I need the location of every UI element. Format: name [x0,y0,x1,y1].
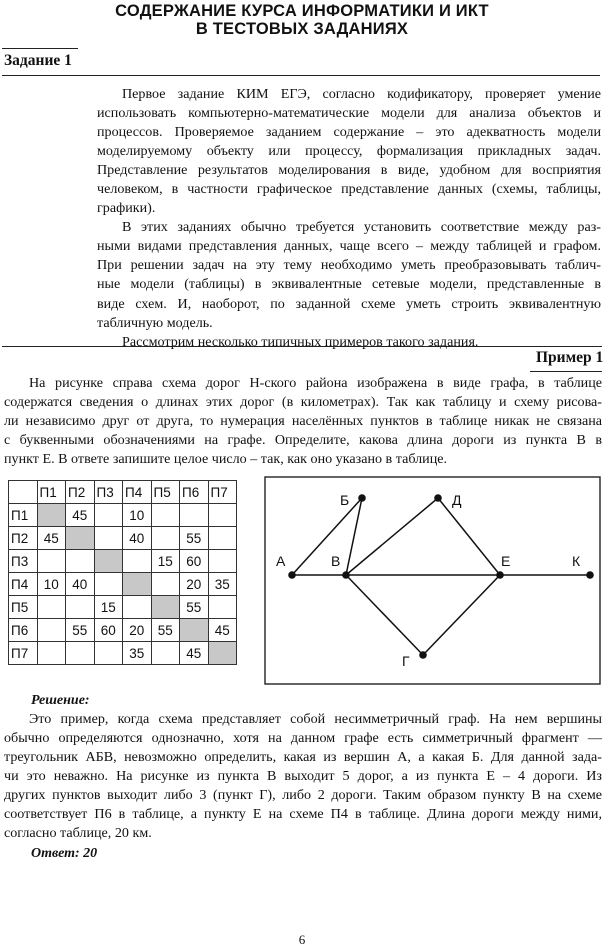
intro-line: виде схем. И, наоборот, по заданной схеме уметь строить эквивалентную [97,295,601,312]
page-title-line-1: СОДЕРЖАНИЕ КУРСА ИНФОРМАТИКИ И ИКТ [115,2,489,20]
graph-node-label: Е [501,553,511,569]
table-cell: 35 [123,642,152,665]
table-cell: 20 [123,619,152,642]
table-cell [37,504,66,527]
graph-node [288,571,296,579]
graph-node [342,571,350,579]
row-header: П4 [9,573,38,596]
graph-edge [346,575,423,655]
column-header: П5 [151,481,180,504]
table-cell: 45 [208,619,237,642]
problem-line: пункт Е. В ответе запишите целое число – так, как оно указано в таблице. [4,451,448,468]
table-cell [94,504,123,527]
table-cell: 15 [94,596,123,619]
table-cell: 10 [123,504,152,527]
intro-line: Рассмотрим несколько типичных примеров такого задания. [122,333,479,350]
table-cell: 45 [37,527,66,550]
intro-line: человеком, в частности графическое представление данных (схемы, таблицы, [97,181,601,198]
problem-text [4,374,602,469]
table-cell: 55 [180,527,209,550]
task-label-rule-top [2,48,78,49]
table-cell [208,504,237,527]
graph-edge [423,575,500,655]
table-cell [123,550,152,573]
table-row [9,550,237,573]
graph-frame [265,477,600,684]
table-cell [180,504,209,527]
table-row [9,642,237,665]
table-cell: 35 [208,573,237,596]
graph-node-label: А [276,553,286,569]
row-header: П3 [9,550,38,573]
row-header: П5 [9,596,38,619]
graph-node [586,571,594,579]
problem-line: с буквенными обозначениями на графе. Определите, какова длина дороги из пункта В в [4,432,602,449]
problem-line: содержатся сведения о длинах этих дорог (в километрах). Так как таблицу и схему рисова- [4,394,602,411]
intro-line: В этих заданиях обычно требуется установить соответствие между раз- [122,219,601,236]
column-header: П6 [180,481,209,504]
row-header: П6 [9,619,38,642]
solution-line: согласно таблице, 20 км. [4,825,152,842]
table-cell [151,573,180,596]
intro-text [97,85,601,352]
table-cell [66,642,95,665]
example-rule-bottom [530,371,602,372]
table-cell [208,550,237,573]
table-corner-cell [9,481,38,504]
table-cell: 55 [180,596,209,619]
intro-line: ные модели (таблицы) в эквивалентные сетевые модели, представленные в [97,276,601,293]
table-cell: 55 [66,619,95,642]
table-cell [180,619,209,642]
row-header: П7 [9,642,38,665]
intro-line: табличную модель. [97,314,213,331]
problem-line: ли независимо друг от друга, то нумерация населённых пунктов в таблице никак не связана [4,413,602,430]
graph-edge [292,498,362,575]
graph-node [434,494,442,502]
intro-line: Представление результатов моделирования в виде, удобном для восприятия [97,162,601,179]
answer-label: Ответ: 20 [31,846,98,861]
table-cell [208,642,237,665]
example-rule-top [2,346,602,347]
graph-node-label: Б [340,492,350,508]
graph-edges [292,498,590,655]
solution-line: других пунктов выходит либо 3 (пункт Г), либо 2 дороги. Таким образом пункту В на схеме [4,787,602,804]
problem-line: На рисунке справа схема дорог Н-ского района изображена в виде графа, в таблице [29,375,602,391]
intro-line: использовать компьютерно-математические модели для анализа объектов и [97,105,601,122]
solution-line: Это пример, когда схема представляет собой несимметричный граф. На нем вершины [29,711,602,727]
page-title-line-2: В ТЕСТОВЫХ ЗАДАНИЯХ [195,20,409,38]
graph-node [358,494,366,502]
intro-line: ными видами представления данных, чаще всего – между таблицей и графом. [97,238,601,255]
table-cell [208,527,237,550]
page-number: 6 [298,932,306,947]
column-header: П3 [94,481,123,504]
table-cell [94,527,123,550]
table-row [9,619,237,642]
graph-node-label: Г [402,653,410,669]
table-cell [37,550,66,573]
graph-node [419,651,427,659]
table-cell [37,596,66,619]
table-cell: 10 [37,573,66,596]
solution-line: соответствует П6 в таблице, а пункту Е на схеме П4 в таблице. Длина дороги между ними, [4,806,602,823]
example-label: Пример 1 [536,349,604,366]
intro-line: Первое задание КИМ ЕГЭ, согласно кодификатору, проверяет умение [122,86,601,102]
intro-line: моделируемому объекту или процессу, формализация прикладных задач. [97,143,601,160]
table-cell [151,504,180,527]
table-header-row [9,481,237,504]
table-cell: 60 [94,619,123,642]
solution-text [4,710,602,843]
table-cell: 45 [180,642,209,665]
table-cell: 45 [66,504,95,527]
task-label: Задание 1 [4,52,72,69]
column-header: П1 [37,481,66,504]
graph-node [496,571,504,579]
graph-node-label: К [572,553,581,569]
distance-table [8,480,237,665]
table-cell [94,642,123,665]
table-cell [151,642,180,665]
column-header: П4 [123,481,152,504]
table-cell [151,527,180,550]
table-cell: 20 [180,573,209,596]
table-cell [94,550,123,573]
table-cell: 55 [151,619,180,642]
solution-label: Решение: [31,693,90,708]
graph-node-label: Д [452,492,462,508]
solution-line: обычно определяются однозначно, хотя на данном графе есть симметричный фрагмент — [4,730,602,747]
table-cell [37,642,66,665]
table-row [9,596,237,619]
table-cell [37,619,66,642]
table-cell: 15 [151,550,180,573]
road-graph [264,476,602,686]
table-cell [151,596,180,619]
table-cell [123,573,152,596]
table-cell: 40 [123,527,152,550]
intro-line: При решении задач на эту тему необходимо уметь преобразовывать таблич- [97,257,601,274]
table-cell [66,596,95,619]
row-header: П1 [9,504,38,527]
table-row [9,504,237,527]
table-cell [208,596,237,619]
table-cell: 60 [180,550,209,573]
intro-line: процессов. Проверяемое заданием содержание – это адекватность модели [97,124,601,141]
solution-line: чи это неважно. На рисунке из пункта В выходит 5 дорог, а из пункта Е – 4 дороги. Из [4,768,602,785]
intro-line: графики). [97,200,156,217]
table-body [9,504,237,665]
table-row [9,573,237,596]
graph-node-label: В [331,553,341,569]
table-cell: 40 [66,573,95,596]
row-header: П2 [9,527,38,550]
table-cell [66,550,95,573]
table-row [9,527,237,550]
task-label-rule-bottom [2,75,600,76]
table-cell [123,596,152,619]
table-cell [66,527,95,550]
column-header: П2 [66,481,95,504]
solution-line: треугольник АБВ, невозможно определить, какая из вершин А, а какая Б. Для данной зада- [4,749,602,766]
graph-edge [438,498,500,575]
column-header: П7 [208,481,237,504]
table-cell [94,573,123,596]
